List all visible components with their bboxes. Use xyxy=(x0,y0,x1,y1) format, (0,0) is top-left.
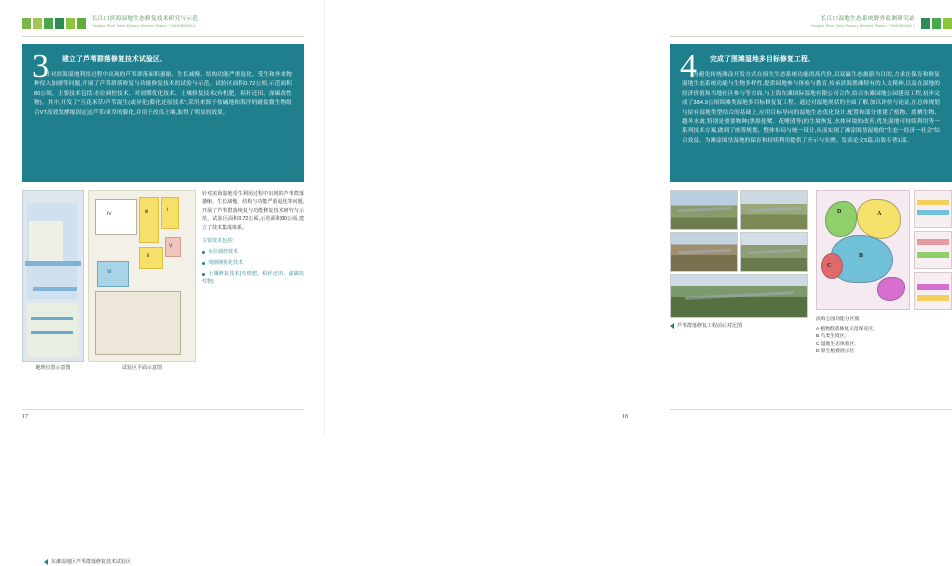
zone-letter-b: B xyxy=(859,253,864,259)
left-section-title: 建立了芦苇群落修复技术试验区, xyxy=(62,56,163,63)
zone-area-a xyxy=(857,199,901,239)
plan-label: Ⅱ xyxy=(147,254,150,259)
map-river xyxy=(33,287,77,291)
swatch-icon xyxy=(44,18,53,29)
header-rule-right xyxy=(670,36,952,37)
page-number-left: 17 xyxy=(22,414,28,420)
plan-block xyxy=(95,199,137,235)
zone-area-d xyxy=(825,201,857,237)
map-river xyxy=(31,317,73,320)
triangle-left-icon xyxy=(44,559,48,565)
list-item: 刈割期优化技术 xyxy=(202,259,304,267)
section-stripe xyxy=(917,295,949,301)
section-profile xyxy=(914,272,952,310)
map-river xyxy=(31,331,73,334)
zone-area-c xyxy=(821,253,843,279)
site-plan-figure xyxy=(88,190,196,362)
plan-block xyxy=(161,197,179,229)
swatch-icon xyxy=(943,18,952,29)
plan-block xyxy=(165,237,181,257)
photo-streak xyxy=(678,207,731,213)
photo-grid-caption xyxy=(670,322,808,329)
left-page-header xyxy=(22,10,304,36)
section-stripe xyxy=(917,284,949,290)
plan-label: Ⅲ xyxy=(145,210,149,215)
left-bottom-caption-text: 东滩湿地区芦苇群落修复技术试验区 xyxy=(51,559,132,565)
header-swatches-right xyxy=(921,18,952,29)
zoning-diagram-main xyxy=(816,190,910,310)
zoning-legend xyxy=(816,316,952,356)
photo-grid xyxy=(670,190,808,318)
left-section-paragraph: 针对滨海湿地利用过程中出现的芦苇群落面积萎缩、生长减慢、结构功能严重退化、受生和外来物种侵入加剧等问题,开展了芦苇群落修复与功能修复技术的试验与示范。试验区面积0.72公顷,示范面积80公顷。主要技术包括:水位调控技术、对剖期优化技术、土壤修复技术(有机肥、秸秆还田、深碳改性物)。其中,开发了"互花米草/芦苇混生(或异化)膨化还原技术",采用来源于盐碱地和海洋的耐盐微生物组合VT高效发酵缩固定这芦苇/米草的膨化,并用于改良土壤,取得了明显的效果。 xyxy=(34,72,292,116)
left-section-number: 3 xyxy=(32,48,49,85)
map-land-area xyxy=(29,221,63,261)
right-section-number: 4 xyxy=(680,48,697,85)
photo-thumbnail-wide xyxy=(670,274,808,318)
triangle-left-icon xyxy=(670,323,674,329)
note-list-title: 主要技术包括: xyxy=(202,238,234,245)
location-map-caption: 地理位置示意图 xyxy=(35,365,71,371)
header-title-left: 长江口滨海湿地生态修复技术研究与示范 Yangtze River Delta Estuary Wetland Station / YANGBEIWA 2 xyxy=(92,16,199,28)
location-map-figure xyxy=(22,190,84,362)
photo-caption-text: 芦苇群落修复工程前后对比图 xyxy=(677,323,743,329)
plan-block xyxy=(95,291,181,355)
plan-label: Ⅰ xyxy=(167,208,169,213)
swatch-icon xyxy=(55,18,64,29)
photo-thumbnail xyxy=(740,232,808,272)
right-section-body xyxy=(682,71,940,146)
map-river xyxy=(25,261,81,266)
footer-rule-right xyxy=(670,409,952,410)
photo-thumbnail xyxy=(670,190,738,230)
legend-item: D 原生植被展示区 xyxy=(816,349,855,355)
photo-streak xyxy=(685,291,794,300)
swatch-icon xyxy=(77,18,86,29)
legend-item: A 植物群落修复示范保育区; xyxy=(816,326,875,332)
plan-block xyxy=(139,247,163,269)
right-section-title: 完成了围滩湿地多目标修复工程, xyxy=(710,56,811,63)
swatch-icon xyxy=(33,18,42,29)
right-section-paragraph: 为避免传统滩涂开发方式在损失生态系统功能的高代价,以双赢生态旅游为目的,力求在保育和修复湿地生态系统功能与生物多样性,提供园地参与体验与教育,传承滨海渔滩特有的人文精神,以及在湿地的经济价值和当地社区参与等方面,与上海东滩国际湿地有限公司合作,结合东滩园地公园建设工程,初步完成了384.9公顷围滩类湿地多目标修复复工程。通过对湿地现状的全面了解,加以评价与论证,在总体规划与原有湿地类型结合的基础上,应用目标导向的湿地生态优化设计,配置和部分重建了植物、底栖生物、越冬水禽,特别是重要物种(黑脸琵鹭、花鳍鸻等)的生境恢复,水体环境的改善,优先湿地可持续利用等一系列技术方案,做到了统筹规划、整体布局与统一设计,从而实现了滩涂围垦湿地的"生态一经济一社会"综合效益。为滩涂围垦湿地的保育和持续利用提供了开示与实例。发表论文5篇,出版专著1部。 xyxy=(682,72,941,144)
header-swatches-left xyxy=(22,18,86,29)
page-number-right: 18 xyxy=(622,414,628,420)
section-profile xyxy=(914,231,952,269)
plan-label: Ⅳ xyxy=(107,212,112,217)
plan-label: Ⅴ xyxy=(169,244,173,249)
swatch-icon xyxy=(22,18,31,29)
header-title-right: 长江口湿地生态系统野外监测研究站 Yangtze River Delta Estuary Wetland Station / YANGBEIWA 1 xyxy=(811,16,915,28)
left-section-block xyxy=(22,44,304,182)
left-page xyxy=(0,0,325,565)
plan-block xyxy=(97,261,129,287)
zoning-diagram xyxy=(816,190,952,355)
zoning-legend-title: 滨海公园功能分区图 xyxy=(816,317,860,322)
swatch-icon xyxy=(66,18,75,29)
list-item: 水位调控技术 xyxy=(202,248,304,256)
photo-streak xyxy=(678,249,731,255)
header-rule-left xyxy=(22,36,304,37)
right-page-header xyxy=(670,10,952,36)
zone-area-e xyxy=(877,277,905,301)
plan-label: Ⅵ xyxy=(107,270,112,275)
note-list xyxy=(202,248,304,286)
photo-thumbnail xyxy=(670,232,738,272)
site-plan-caption: 试验区平面示意图 xyxy=(121,365,162,371)
swatch-icon xyxy=(921,18,930,29)
section-stripe xyxy=(917,210,949,216)
zone-letter-c: C xyxy=(827,263,832,269)
list-item: 土壤修复技术(有机肥、秸秆还田、滤碳改性物) xyxy=(202,271,304,286)
right-figure-area xyxy=(670,190,952,378)
section-profile xyxy=(914,190,952,228)
legend-item: C 湿地生态体验区; xyxy=(816,341,856,347)
section-stripe xyxy=(917,200,949,206)
zone-letter-d: D xyxy=(837,209,842,215)
plan-block xyxy=(139,197,159,243)
zone-letter-a: A xyxy=(877,211,882,217)
map-land-area xyxy=(27,303,79,357)
photo-thumbnail xyxy=(740,190,808,230)
right-section-block xyxy=(670,44,952,182)
swatch-icon xyxy=(932,18,941,29)
left-bottom-note xyxy=(44,558,326,566)
legend-item: B 鸟类生境区; xyxy=(816,334,846,340)
left-figure-note xyxy=(202,190,304,362)
section-stripe xyxy=(917,252,949,258)
right-page xyxy=(325,0,941,436)
left-bottom-caption xyxy=(44,558,326,566)
left-section-body xyxy=(34,71,292,118)
section-stripe xyxy=(917,239,949,245)
zoning-sections xyxy=(914,190,952,310)
footer-rule-left xyxy=(22,409,304,410)
note-paragraph: 针对滨海湿地受生利用过程中出现的芦苇群落萎缩、生长减慢、结构与功能严重退化等问题,开展了芦苇群落恢复与功能修复技术研究与示范。试验区面积0.72公顷,示范面积80公顷,建立了技术集成体系。 xyxy=(202,191,304,231)
photo-streak xyxy=(748,207,801,213)
photo-streak xyxy=(748,249,801,255)
